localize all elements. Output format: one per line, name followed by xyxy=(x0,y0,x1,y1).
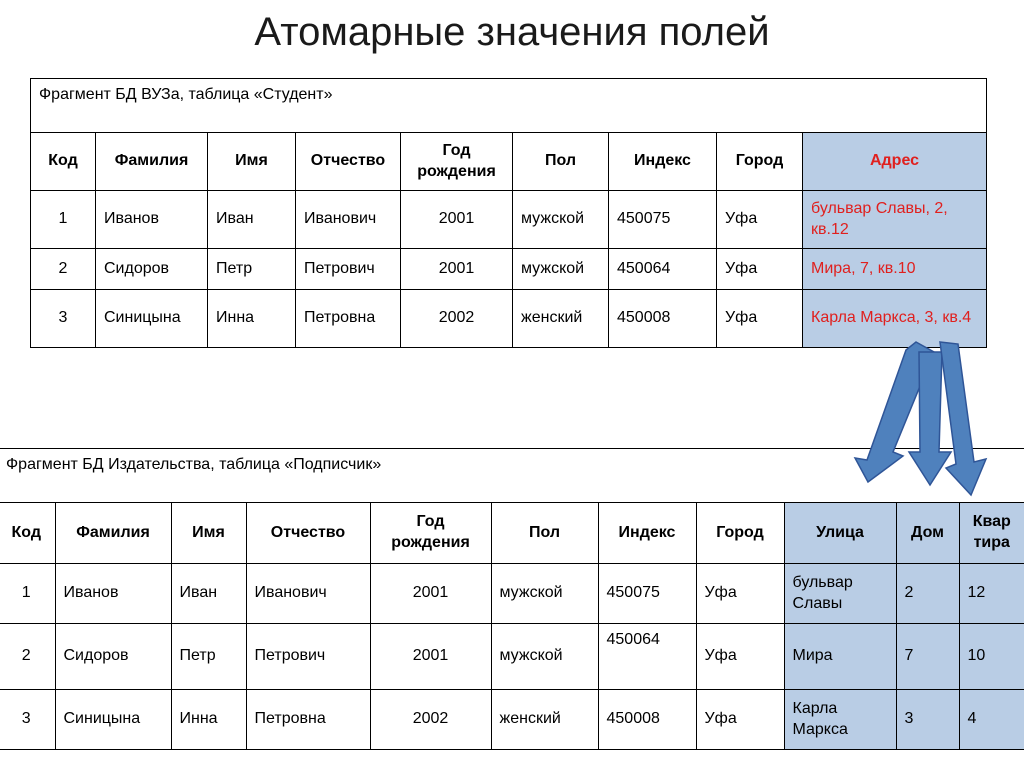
cell-birth-year: 2001 xyxy=(401,191,513,249)
cell-birth-year: 2001 xyxy=(370,624,491,690)
cell-city: Уфа xyxy=(717,249,803,290)
cell-gender: мужской xyxy=(491,624,598,690)
cell-gender: мужской xyxy=(513,191,609,249)
cell-code: 1 xyxy=(31,191,96,249)
cell-birth-year: 2002 xyxy=(370,690,491,750)
subscriber-table-caption: Фрагмент БД Издательства, таблица «Подписчик» xyxy=(0,449,1024,503)
cell-code: 3 xyxy=(31,290,96,348)
cell-firstname: Иван xyxy=(171,564,246,624)
cell-house: 7 xyxy=(896,624,959,690)
col-header-apartment: Квар тира xyxy=(959,503,1024,564)
col-header-gender: Пол xyxy=(491,503,598,564)
cell-code: 3 xyxy=(0,690,55,750)
cell-city: Уфа xyxy=(717,191,803,249)
cell-street: Мира xyxy=(784,624,896,690)
cell-street: бульвар Славы xyxy=(784,564,896,624)
col-header-patronymic: Отчество xyxy=(296,133,401,191)
cell-code: 1 xyxy=(0,564,55,624)
cell-firstname: Иван xyxy=(208,191,296,249)
cell-gender: мужской xyxy=(513,249,609,290)
cell-code: 2 xyxy=(0,624,55,690)
cell-patronymic: Иванович xyxy=(246,564,370,624)
col-header-code: Код xyxy=(0,503,55,564)
col-header-gender: Пол xyxy=(513,133,609,191)
col-header-city: Город xyxy=(717,133,803,191)
cell-firstname: Петр xyxy=(171,624,246,690)
cell-lastname: Синицына xyxy=(55,690,171,750)
cell-firstname: Инна xyxy=(171,690,246,750)
cell-index: 450008 xyxy=(598,690,696,750)
table-row xyxy=(31,290,987,348)
cell-house: 2 xyxy=(896,564,959,624)
cell-index: 450075 xyxy=(598,564,696,624)
col-header-code: Код xyxy=(31,133,96,191)
cell-lastname: Иванов xyxy=(96,191,208,249)
cell-birth-year: 2001 xyxy=(401,249,513,290)
cell-index: 450075 xyxy=(609,191,717,249)
cell-gender: мужской xyxy=(491,564,598,624)
cell-lastname: Иванов xyxy=(55,564,171,624)
cell-patronymic: Петровна xyxy=(296,290,401,348)
table-row xyxy=(0,624,1024,690)
cell-street: Карла Маркса xyxy=(784,690,896,750)
student-table-caption: Фрагмент БД ВУЗа, таблица «Студент» xyxy=(31,79,987,133)
col-header-birth-year: Год рождения xyxy=(370,503,491,564)
cell-apartment: 4 xyxy=(959,690,1024,750)
cell-index: 450008 xyxy=(609,290,717,348)
cell-lastname: Сидоров xyxy=(96,249,208,290)
col-header-lastname: Фамилия xyxy=(96,133,208,191)
cell-city: Уфа xyxy=(717,290,803,348)
col-header-firstname: Имя xyxy=(171,503,246,564)
student-table xyxy=(30,78,987,348)
cell-patronymic: Иванович xyxy=(296,191,401,249)
col-header-index: Индекс xyxy=(598,503,696,564)
cell-city: Уфа xyxy=(696,690,784,750)
col-header-patronymic: Отчество xyxy=(246,503,370,564)
cell-city: Уфа xyxy=(696,564,784,624)
cell-birth-year: 2002 xyxy=(401,290,513,348)
cell-address: бульвар Славы, 2, кв.12 xyxy=(803,191,987,249)
table-row xyxy=(0,564,1024,624)
cell-lastname: Сидоров xyxy=(55,624,171,690)
cell-firstname: Петр xyxy=(208,249,296,290)
cell-address: Мира, 7, кв.10 xyxy=(803,249,987,290)
col-header-birth-year: Год рождения xyxy=(401,133,513,191)
col-header-firstname: Имя xyxy=(208,133,296,191)
cell-address: Карла Маркса, 3, кв.4 xyxy=(803,290,987,348)
col-header-house: Дом xyxy=(896,503,959,564)
col-header-lastname: Фамилия xyxy=(55,503,171,564)
table-row xyxy=(31,249,987,290)
cell-apartment: 12 xyxy=(959,564,1024,624)
subscriber-table xyxy=(0,448,1024,750)
cell-lastname: Синицына xyxy=(96,290,208,348)
slide-title: Атомарные значения полей xyxy=(254,10,770,54)
cell-city: Уфа xyxy=(696,624,784,690)
cell-apartment: 10 xyxy=(959,624,1024,690)
cell-birth-year: 2001 xyxy=(370,564,491,624)
table-row xyxy=(0,690,1024,750)
col-header-street: Улица xyxy=(784,503,896,564)
table-row xyxy=(31,191,987,249)
col-header-address: Адрес xyxy=(803,133,987,191)
col-header-city: Город xyxy=(696,503,784,564)
cell-gender: женский xyxy=(513,290,609,348)
cell-house: 3 xyxy=(896,690,959,750)
cell-index: 450064 xyxy=(598,624,696,690)
cell-patronymic: Петрович xyxy=(246,624,370,690)
cell-patronymic: Петрович xyxy=(296,249,401,290)
cell-gender: женский xyxy=(491,690,598,750)
col-header-index: Индекс xyxy=(609,133,717,191)
cell-patronymic: Петровна xyxy=(246,690,370,750)
cell-firstname: Инна xyxy=(208,290,296,348)
cell-code: 2 xyxy=(31,249,96,290)
cell-index: 450064 xyxy=(609,249,717,290)
